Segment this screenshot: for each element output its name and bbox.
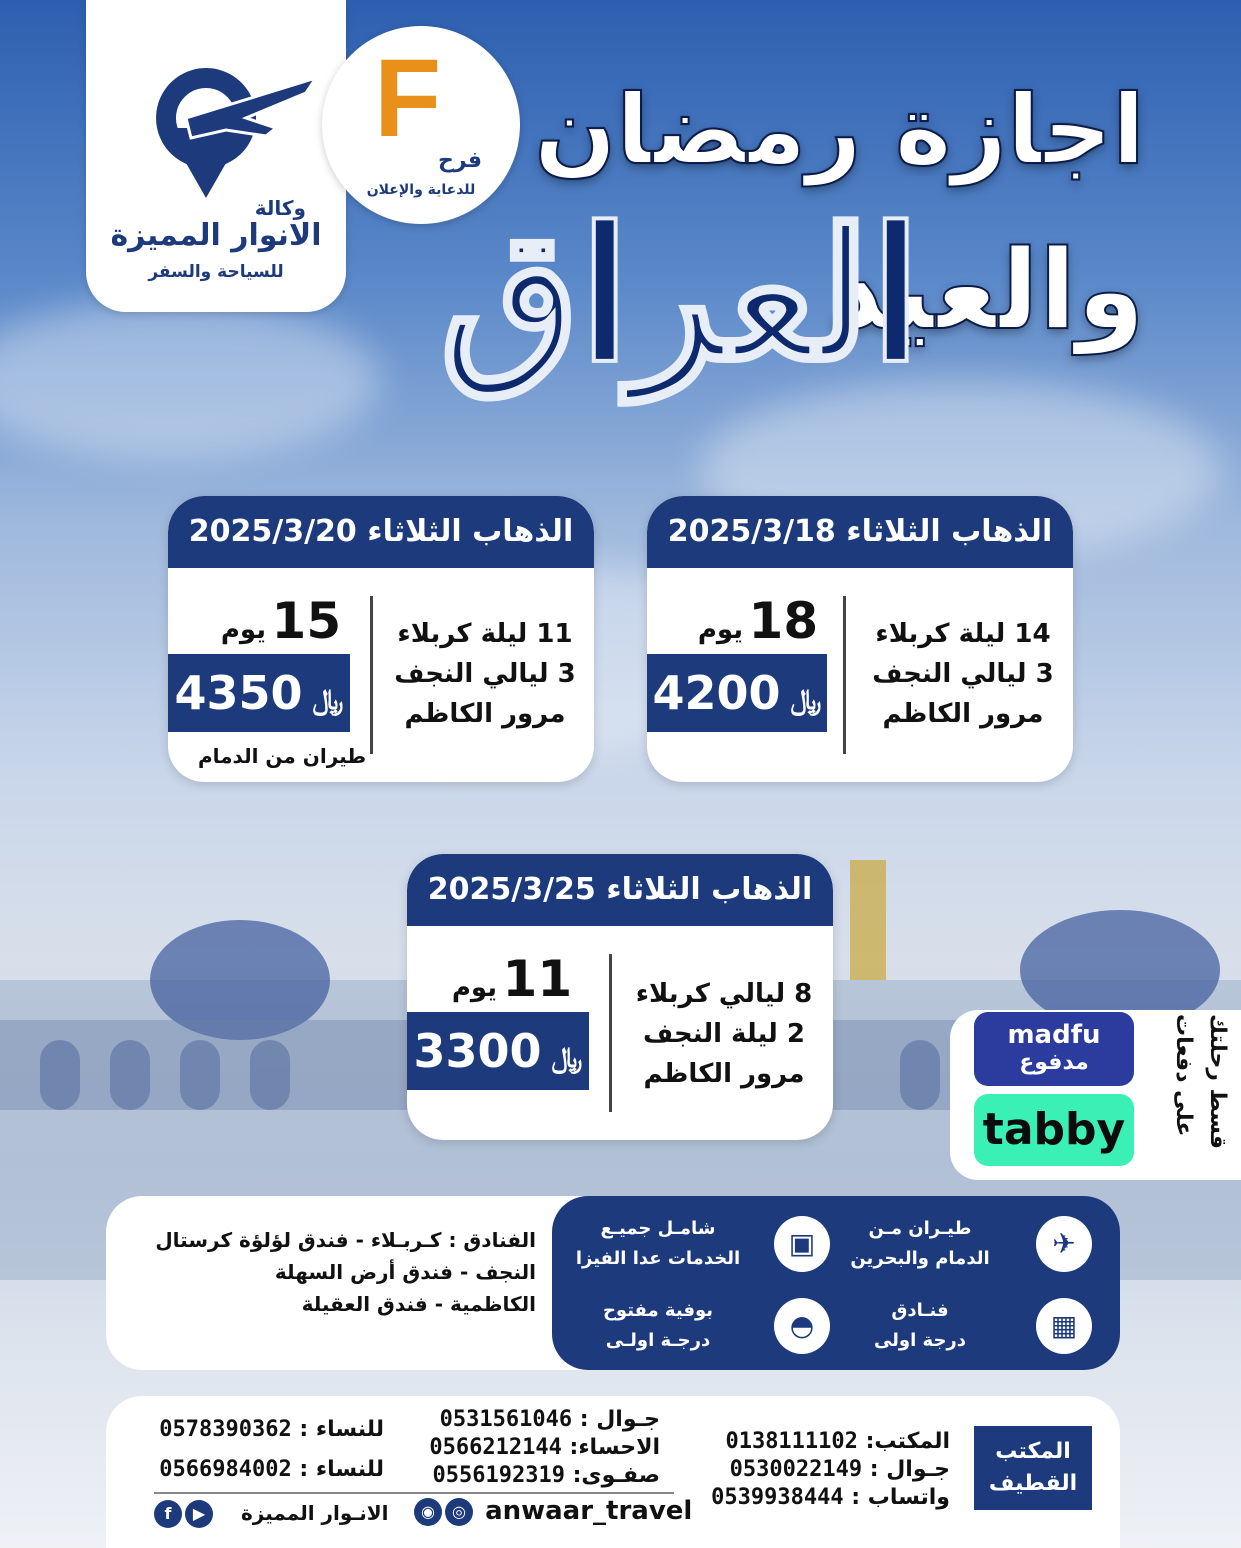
trip-card [168, 496, 594, 782]
airplane-pin-logo-icon [146, 58, 326, 198]
airplane-icon: ✈ [1036, 1216, 1092, 1272]
instagram-icon[interactable]: ◎ [445, 1498, 473, 1526]
feature-line: درجة اولى [873, 1330, 967, 1351]
contact-label: الاحساء: [569, 1435, 660, 1460]
agency-tagline: للسياحة والسفر [148, 262, 284, 282]
hotels-line: الفنادق : كـربـلاء - فندق لؤلؤة كرستال [155, 1228, 536, 1252]
hotels-line: الكاظمية - فندق العقيلة [301, 1292, 536, 1316]
trip-nights-line: مرور الكاظم [404, 699, 566, 729]
trip-days-unit: يوم [220, 615, 266, 645]
partner-tagline: للدعاية والإعلان [366, 182, 476, 198]
phone-number[interactable]: 0566984002 [159, 1457, 292, 1482]
trip-days-number: 18 [748, 592, 819, 650]
cloud [0, 300, 380, 460]
trip-nights [853, 614, 1073, 734]
feature-item [822, 1292, 1092, 1362]
trip-nights-line: مرور الكاظم [882, 699, 1044, 729]
trip-card [407, 854, 833, 1140]
trip-nights-line: 8 ليالي كربلاء [635, 979, 813, 1009]
divider [843, 596, 846, 754]
feature-line: درجـة اولـى [605, 1330, 711, 1351]
branch-badge [974, 1426, 1092, 1510]
trip-nights-line: 2 ليلة النجف [643, 1019, 805, 1049]
hotels-line: النجف - فندق أرض السهلة [274, 1260, 536, 1284]
feature-line: طيـران مـن [868, 1218, 972, 1239]
passport-icon: ▣ [774, 1216, 830, 1272]
info-panel [106, 1196, 1120, 1370]
headline-country: العراق [440, 190, 921, 401]
feature-line: فنـادق [891, 1300, 949, 1321]
trip-days-number: 11 [502, 950, 573, 1008]
trip-departure: الذهاب الثلاثاء 2025/3/18 [647, 496, 1073, 568]
hotel-icon: ▦ [1036, 1298, 1092, 1354]
agency-name: الانوار المميزة [110, 218, 322, 253]
social-handle-row [414, 1496, 692, 1526]
trip-price: 4350 [174, 666, 303, 720]
features-panel [552, 1196, 1120, 1370]
partner-logo-letter: F [374, 37, 442, 160]
feature-line: بوفية مفتوح [602, 1300, 714, 1321]
feature-item [822, 1210, 1092, 1280]
headline-line2: والعيد [827, 226, 1145, 354]
installment-line2: على دفعات [1171, 1014, 1196, 1137]
trip-card [647, 496, 1073, 782]
feature-line: الخدمات عدا الفيزا [575, 1248, 741, 1269]
contact-label: جـوال : [869, 1457, 950, 1482]
madfu-latin: madfu [1007, 1020, 1101, 1050]
feature-item [560, 1210, 830, 1280]
trip-nights-line: 3 ليالي النجف [872, 659, 1054, 689]
divider [154, 1492, 674, 1494]
madfu-arabic: مدفوع [1019, 1050, 1089, 1075]
phone-number[interactable]: 0539938444 [711, 1485, 844, 1510]
trip-departure: الذهاب الثلاثاء 2025/3/20 [168, 496, 594, 568]
trip-duration [437, 950, 587, 1008]
phone-number[interactable]: 0556192319 [432, 1463, 565, 1488]
youtube-icon[interactable]: ▶ [185, 1500, 213, 1528]
feature-text [820, 1214, 1020, 1274]
trip-nights-line: 14 ليلة كربلاء [875, 619, 1051, 649]
trip-price-badge [647, 654, 827, 732]
trip-price-badge [407, 1012, 589, 1090]
trip-days-number: 15 [271, 592, 342, 650]
trip-nights-line: 3 ليالي النجف [394, 659, 576, 689]
facebook-icon[interactable]: f [154, 1500, 182, 1528]
hotels-list [136, 1224, 536, 1320]
agency-prefix: وكالة [254, 196, 306, 220]
women-contacts [159, 1410, 384, 1490]
snapchat-icon[interactable]: ◉ [414, 1498, 442, 1526]
trip-price: 3300 [413, 1024, 542, 1078]
trip-departure: الذهاب الثلاثاء 2025/3/25 [407, 854, 833, 926]
branch-contacts [429, 1406, 660, 1490]
feature-text [558, 1214, 758, 1274]
phone-number[interactable]: 0530022149 [729, 1457, 863, 1482]
contact-label: جـوال : [579, 1407, 660, 1432]
feature-text [820, 1296, 1020, 1356]
trip-nights-line: 11 ليلة كربلاء [397, 619, 573, 649]
phone-number[interactable]: 0566212144 [429, 1435, 562, 1460]
social-name-row [154, 1500, 389, 1528]
installment-text [1160, 1014, 1234, 1174]
trip-duration [683, 592, 833, 650]
trip-nights-line: مرور الكاظم [643, 1059, 805, 1089]
buffet-icon: ◓ [774, 1298, 830, 1354]
feature-text [558, 1296, 758, 1356]
trip-price-badge [168, 654, 350, 732]
trip-duration [206, 592, 356, 650]
tabby-logo[interactable]: tabby [974, 1094, 1134, 1166]
riyal-currency-icon: ﷼ [551, 1041, 583, 1074]
contact-label: واتساب : [851, 1485, 950, 1510]
phone-number[interactable]: 0578390362 [159, 1417, 292, 1442]
feature-line: شامـل جميـع [600, 1218, 716, 1239]
trip-nights [615, 974, 833, 1094]
contact-label: للنساء : [299, 1417, 384, 1442]
trip-days-unit: يوم [697, 615, 743, 645]
social-handle[interactable]: anwaar_travel [485, 1496, 693, 1526]
divider [370, 596, 373, 754]
divider [609, 954, 612, 1112]
madfu-logo[interactable] [974, 1012, 1134, 1086]
social-name: الانـوار المميزة [240, 1500, 389, 1525]
contact-label: صفـوى: [572, 1463, 660, 1488]
trip-note: طيران من الدمام [198, 744, 367, 768]
branch-line: القطيف [988, 1471, 1078, 1496]
installment-line1: قسط رحلتك [1205, 1014, 1230, 1149]
feature-item [560, 1292, 830, 1362]
feature-line: الدمام والبحرين [850, 1248, 990, 1269]
office-contacts [711, 1428, 950, 1512]
payment-options [950, 1010, 1241, 1180]
agency-logo-card [86, 0, 346, 312]
contact-panel [106, 1396, 1120, 1548]
phone-number[interactable]: 0531561046 [439, 1407, 573, 1432]
trip-days-unit: يوم [451, 973, 497, 1003]
branch-line: المكتب [995, 1439, 1071, 1464]
headline-line1: اجازة رمضان [534, 74, 1145, 186]
partner-name: فرح [438, 148, 482, 173]
contact-label: المكتب: [865, 1429, 950, 1454]
phone-number[interactable]: 0138111102 [725, 1429, 858, 1454]
riyal-currency-icon: ﷼ [312, 683, 344, 716]
contact-label: للنساء : [299, 1457, 384, 1482]
riyal-currency-icon: ﷼ [790, 683, 822, 716]
trip-nights [376, 614, 594, 734]
trip-price: 4200 [652, 666, 781, 720]
